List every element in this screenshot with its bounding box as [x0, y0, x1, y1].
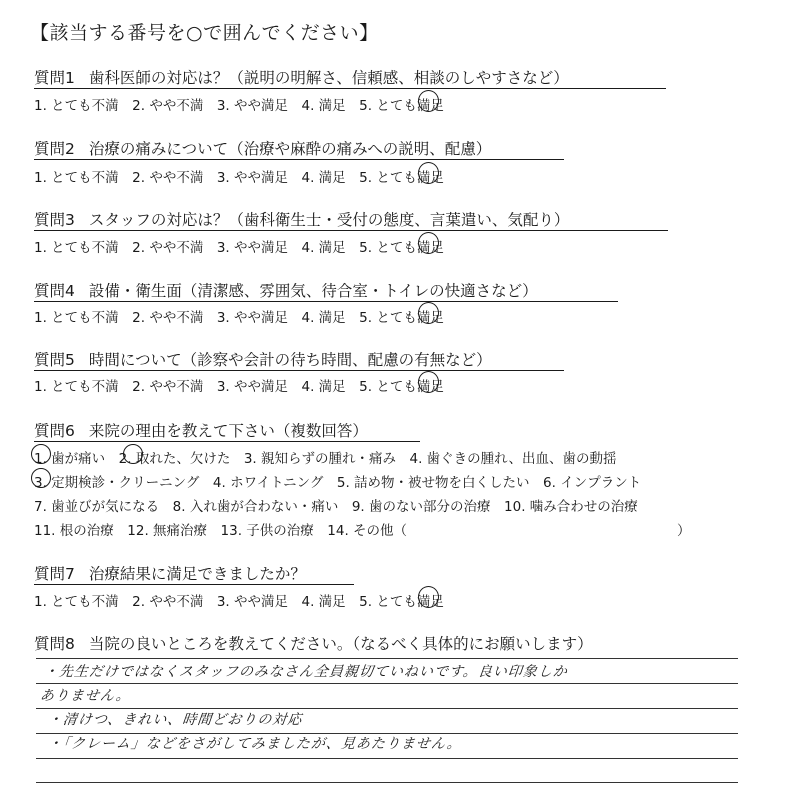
answer-line [36, 683, 738, 684]
question-underline [34, 230, 668, 231]
handwritten-answer: ありません。 [39, 688, 132, 704]
page-title: 【該当する番号を○で囲んでください】 [30, 22, 379, 44]
question-text: 時間について（診察や会計の待ち時間、配慮の有無など） [88, 351, 492, 369]
question-text: スタッフの対応は？（歯科衛生士・受付の態度、言葉遣い、気配り） [88, 211, 570, 229]
question-3-options: 1. とても不満 2. やや不満 3. やや満足 4. 満足 5. とても満足 [34, 240, 444, 256]
question-text: 治療の痛みについて（治療や麻酔の痛みへの説明、配慮） [88, 140, 492, 158]
answer-line [36, 782, 738, 783]
question-text: 歯科医師の対応は？（説明の明解さ、信頼感、相談のしやすさなど） [88, 69, 569, 87]
question-8-title [34, 632, 593, 656]
question-underline [34, 301, 618, 302]
question-6-line-1: 1. 歯が痛い 2. 取れた、欠けた 3. 親知らずの腫れ・痛み 4. 歯ぐきの腫れ、出血、歯の動揺 [34, 451, 617, 467]
question-4-title [34, 279, 538, 303]
question-5-options: 1. とても不満 2. やや不満 3. やや満足 4. 満足 5. とても満足 [34, 379, 444, 395]
question-7-options: 1. とても不満 2. やや不満 3. やや満足 4. 満足 5. とても満足 [34, 594, 444, 610]
question-6-line-4: 11. 根の治療 12. 無痛治療 13. 子供の治療 14. その他（ ） [34, 523, 691, 539]
handwritten-answer: ・「クレーム」などをさがしてみましたが、見あたりません。 [47, 736, 463, 752]
question-underline [34, 159, 564, 160]
question-number: 質問1 [34, 69, 75, 87]
handwritten-answer: ・先生だけではなくスタッフのみなさん全員親切ていねいです。良い印象しか [43, 664, 569, 680]
question-text: 治療結果に満足できましたか？ [88, 565, 306, 583]
question-underline [34, 88, 666, 89]
answer-circle [31, 468, 51, 488]
answer-circle [31, 444, 51, 464]
question-number: 質問6 [34, 422, 75, 440]
question-number: 質問4 [34, 282, 75, 300]
question-text: 当院の良いところを教えてください。（なるべく具体的にお願いします） [88, 635, 593, 653]
question-number: 質問7 [34, 565, 75, 583]
question-underline [34, 441, 420, 442]
question-6-line-3: 7. 歯並びが気になる 8. 入れ歯が合わない・痛い 9. 歯のない部分の治療 10. 噛み合わせの治療 [34, 499, 638, 515]
question-6-line-2: 3. 定期検診・クリーニング 4. ホワイトニング 5. 詰め物・被せ物を白くしたい 6. インプラント [34, 475, 642, 491]
question-underline [34, 584, 354, 585]
answer-circle [418, 90, 439, 112]
question-2-options: 1. とても不満 2. やや不満 3. やや満足 4. 満足 5. とても満足 [34, 170, 444, 186]
question-2-title [34, 137, 491, 161]
question-number: 質問8 [34, 635, 75, 653]
question-number: 質問5 [34, 351, 75, 369]
answer-circle [418, 162, 439, 184]
answer-circle [418, 371, 439, 393]
answer-line [36, 758, 738, 759]
question-number: 質問2 [34, 140, 75, 158]
question-7-title [34, 562, 306, 586]
question-6-title [34, 419, 368, 443]
handwritten-answer: ・清けつ、きれい、時間どおりの対応 [47, 712, 304, 728]
question-1-options: 1. とても不満 2. やや不満 3. やや満足 4. 満足 5. とても満足 [34, 98, 444, 114]
question-4-options: 1. とても不満 2. やや不満 3. やや満足 4. 満足 5. とても満足 [34, 310, 444, 326]
question-1-title [34, 66, 569, 90]
question-3-title [34, 208, 569, 232]
answer-circle [418, 232, 439, 254]
question-text: 設備・衛生面（清潔感、雰囲気、待合室・トイレの快適さなど） [88, 282, 538, 300]
answer-circle [123, 444, 143, 464]
question-text: 来院の理由を教えて下さい（複数回答） [88, 422, 368, 440]
answer-circle [418, 586, 439, 608]
question-number: 質問3 [34, 211, 75, 229]
question-5-title [34, 348, 492, 372]
answer-line [36, 658, 738, 659]
question-underline [34, 370, 564, 371]
answer-circle [418, 302, 439, 324]
